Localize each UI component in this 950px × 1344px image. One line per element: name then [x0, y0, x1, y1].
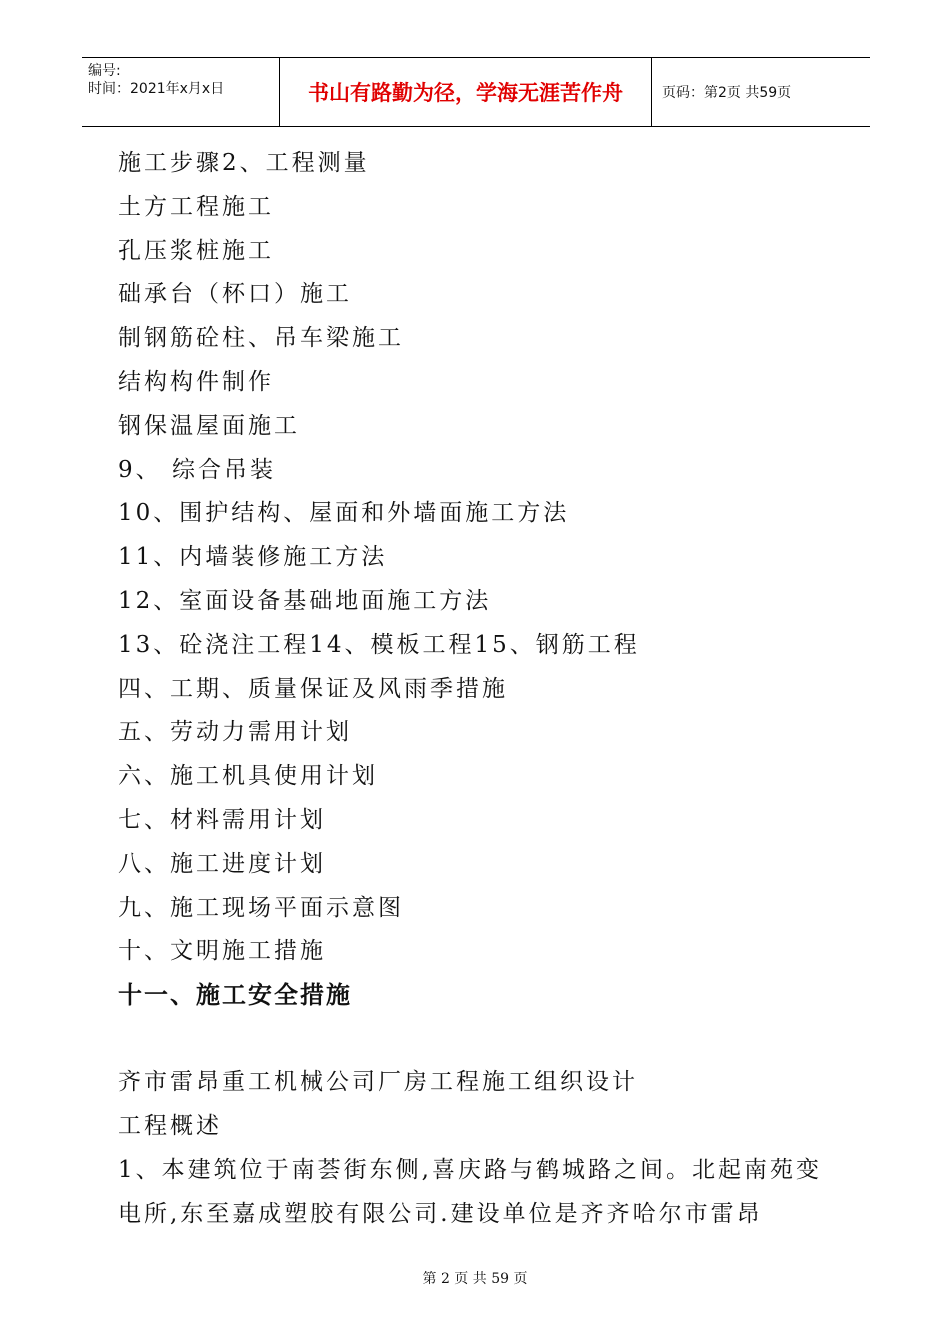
toc-item: 五、劳动力需用计划 — [118, 719, 352, 746]
header-time-label: 时间：2021年x月x日 — [88, 81, 225, 97]
header-number-label: 编号: — [88, 63, 121, 79]
toc-item-bold: 十一、施工安全措施 — [118, 981, 352, 1010]
header-page-info: 页码：第2页 共59页 — [662, 85, 792, 101]
toc-item: 结构构件制作 — [118, 368, 274, 395]
toc-item: 八、施工进度计划 — [118, 850, 326, 877]
toc-item: 四、工期、质量保证及风雨季措施 — [118, 675, 508, 702]
table-of-contents — [118, 142, 858, 1018]
toc-item: 六、施工机具使用计划 — [118, 763, 378, 790]
header-motto: 书山有路勤为径，学海无涯苦作舟 — [280, 58, 652, 126]
toc-item: 孔压浆桩施工 — [118, 237, 274, 264]
toc-item: 12、室面设备基础地面施工方法 — [118, 587, 492, 614]
toc-item: 施工步骤2、工程测量 — [118, 150, 370, 176]
toc-item: 十、文明施工措施 — [118, 938, 326, 965]
page-header — [82, 57, 870, 127]
toc-item: 础承台（杯口）施工 — [118, 281, 352, 308]
toc-item: 九、施工现场平面示意图 — [118, 894, 404, 921]
document-body — [118, 1060, 838, 1236]
toc-item: 9、 综合吊装 — [118, 456, 276, 483]
section-title: 工程概述 — [118, 1113, 222, 1139]
toc-item: 11、内墙装修施工方法 — [118, 544, 388, 571]
toc-item: 制钢筋砼柱、吊车梁施工 — [118, 325, 404, 352]
header-meta — [82, 58, 280, 126]
toc-item: 土方工程施工 — [118, 193, 274, 220]
document-title: 齐市雷昂重工机械公司厂房工程施工组织设计 — [118, 1069, 638, 1095]
toc-item: 钢保温屋面施工 — [118, 412, 300, 439]
toc-item: 七、材料需用计划 — [118, 806, 326, 833]
toc-item: 10、围护结构、屋面和外墙面施工方法 — [118, 500, 570, 527]
body-paragraph: 1、本建筑位于南荟街东侧,喜庆路与鹤城路之间。北起南苑变电所,东至嘉成塑胶有限公司.建设单位是齐齐哈尔市雷昂 — [118, 1157, 822, 1227]
page-footer: 第 2 页 共 59 页 — [422, 1271, 528, 1287]
toc-item: 13、砼浇注工程14、模板工程15、钢筋工程 — [118, 631, 640, 658]
